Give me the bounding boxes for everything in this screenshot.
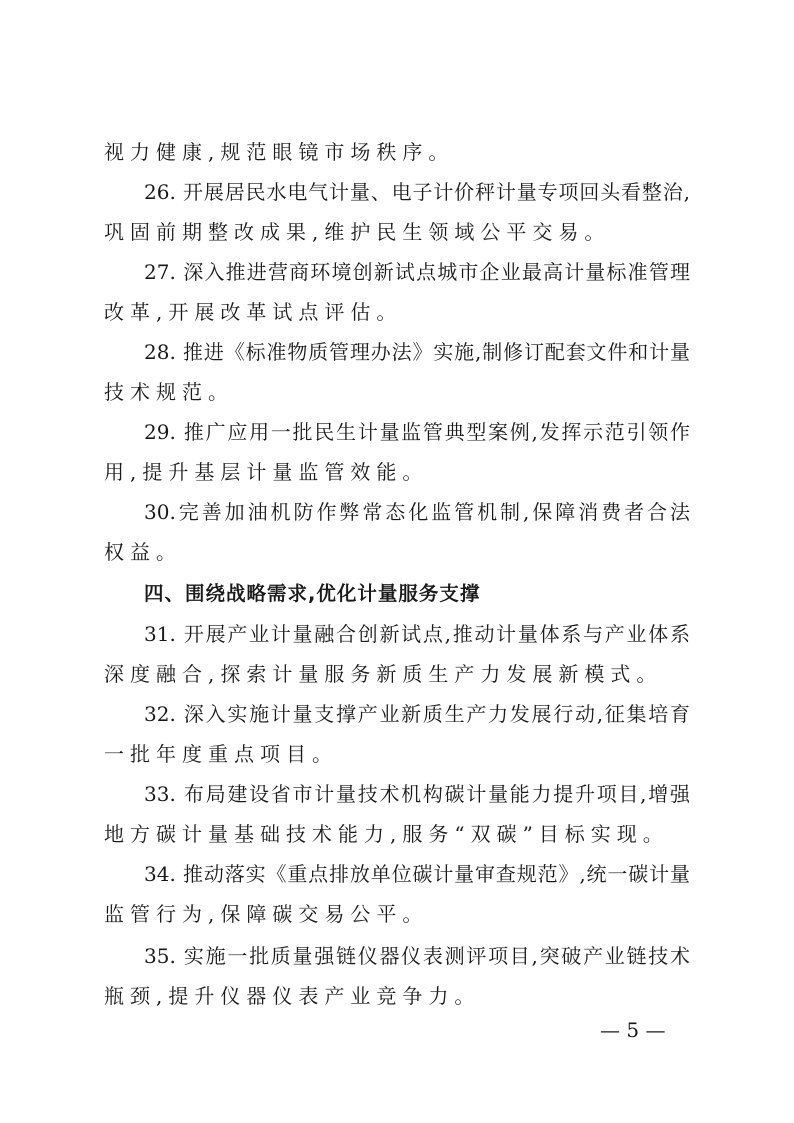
page-number: — 5 — — [600, 1018, 666, 1042]
item-26-line-1: 26. 开展居民水电气计量、电子计价秤计量专项回头看整治, — [144, 180, 690, 204]
item-31-line-2: 深度融合,探索计量服务新质生产力发展新模式。 — [104, 662, 663, 686]
item-30-line-2: 权益。 — [104, 540, 182, 564]
item-31-line-1: 31. 开展产业计量融合创新试点,推动计量体系与产业体系 — [144, 622, 690, 646]
item-35-line-2: 瓶颈,提升仪器仪表产业竞争力。 — [104, 984, 481, 1008]
item-32-line-1: 32. 深入实施计量支撑产业新质生产力发展行动,征集培育 — [144, 702, 690, 726]
item-28-line-1: 28. 推进《标准物质管理办法》实施,制修订配套文件和计量 — [144, 340, 690, 364]
item-33-line-2: 地方碳计量基础技术能力,服务“双碳”目标实现。 — [104, 822, 669, 846]
item-29-line-2: 用,提升基层计量监管效能。 — [104, 460, 429, 484]
item-34-line-1: 34. 推动落实《重点排放单位碳计量审查规范》,统一碳计量 — [144, 862, 690, 886]
item-27-line-1: 27. 深入推进营商环境创新试点城市企业最高计量标准管理 — [144, 260, 690, 284]
item-27-line-2: 改革,开展改革试点评估。 — [104, 300, 403, 324]
item-29-line-1: 29. 推广应用一批民生计量监管典型案例,发挥示范引领作 — [144, 420, 690, 444]
section-heading: 四、围绕战略需求,优化计量服务支撑 — [144, 582, 481, 605]
item-32-line-2: 一批年度重点项目。 — [104, 742, 338, 766]
text-line-continuation: 视力健康,规范眼镜市场秩序。 — [104, 140, 455, 164]
item-35-line-1: 35. 实施一批质量强链仪器仪表测评项目,突破产业链技术 — [144, 944, 690, 968]
item-33-line-1: 33. 布局建设省市计量技术机构碳计量能力提升项目,增强 — [144, 782, 690, 806]
item-28-line-2: 技术规范。 — [104, 380, 234, 404]
item-30-line-1: 30.完善加油机防作弊常态化监管机制,保障消费者合法 — [144, 500, 690, 524]
item-34-line-2: 监管行为,保障碳交易公平。 — [104, 902, 429, 926]
item-26-line-2: 巩固前期整改成果,维护民生领域公平交易。 — [104, 220, 611, 244]
